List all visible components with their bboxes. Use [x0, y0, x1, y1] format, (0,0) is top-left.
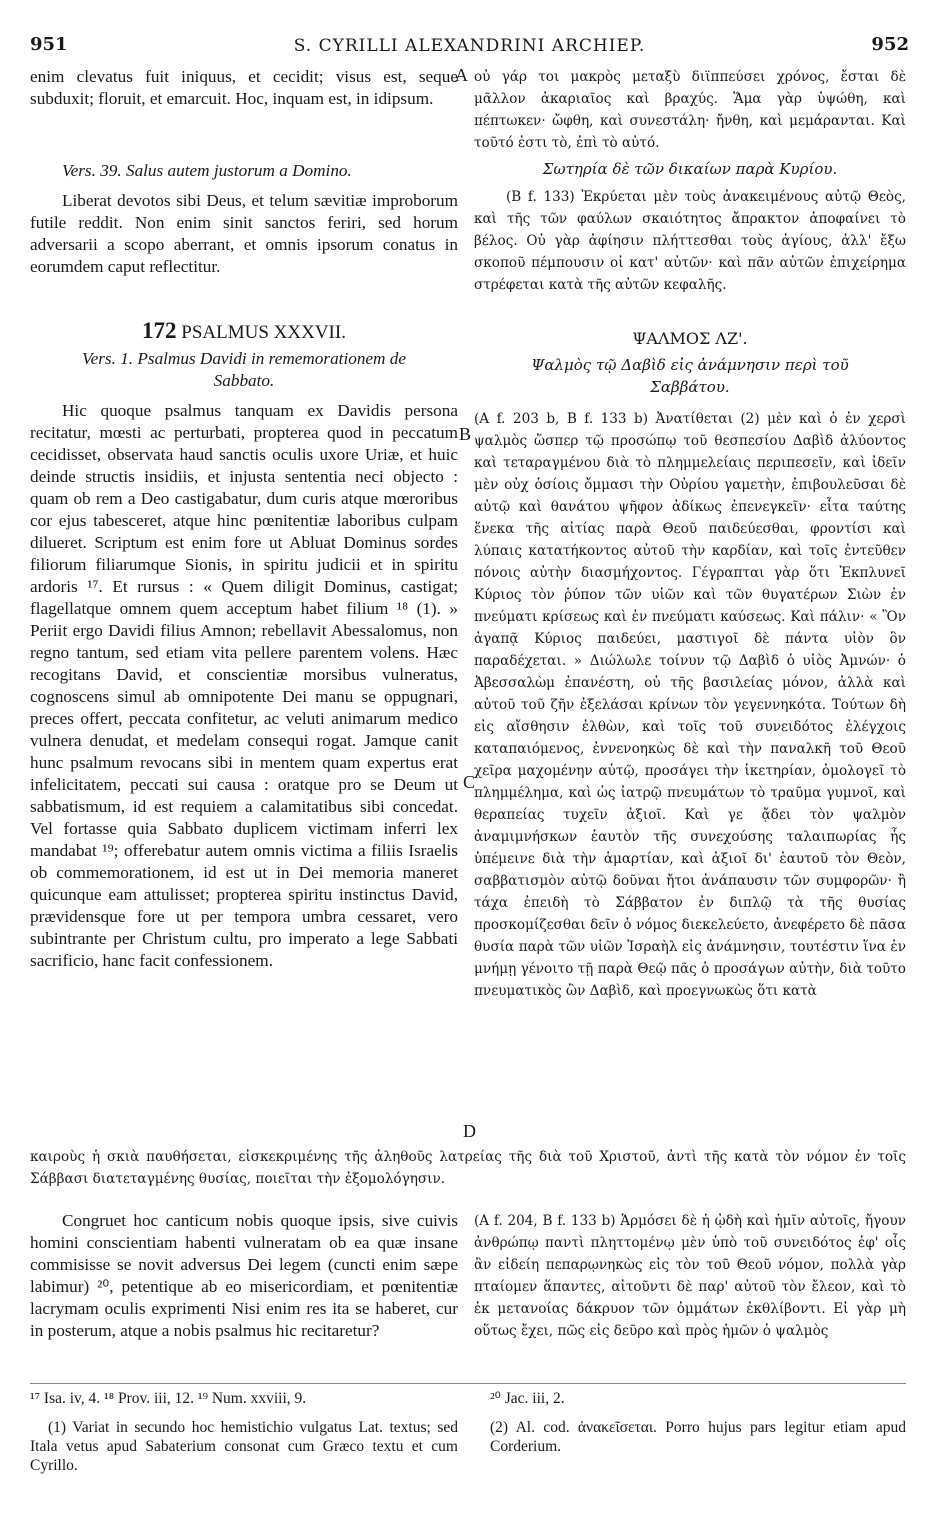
greek-paragraph-psalm-intro: (A f. 203 b, B f. 133 b) Ἀνατίθεται (2) μὲν καὶ ὁ ἐν χερσὶ ψαλμὸς ὥσπερ τῷ προσώπῳ τοῦ θεσπεσίου Δαβὶδ ἀλύοντος καὶ τεταραγμένου διὰ τὸ πλημμελείαις περιπεσεῖν, καὶ ἰδεῖν μὲν οὐχ ὁσίοις ὄμμασι τὴν Οὐρίου γαμετὴν, ἐπιβουλεῦσαι δὲ αὐτῷ καὶ θανάτου ψῆφον ἀδίκως ἐπενεγκεῖν· εἶτα ταύτης ἕνεκα τῆς αἰτίας παρὰ Θεοῦ παιδεύεσθαι, φροντίσι καὶ λύπαις κατατήκοντος αὐτοῦ τὴν καρδίαν, καὶ τοῖς ἐντεῦθεν πόνοις αὐτὴν διασμήχοντος. Γέγραπται γὰρ ὅτι Ἐκπλυνεῖ Κύριος τὸν ῥύπον τῶν υἱῶν καὶ τῶν θυγατέρων Σιὼν ἐν πνεύματι κρίσεως καὶ ἐν πνεύματι καύσεως. Καὶ πάλιν· « Ὃν ἀγαπᾷ Κύριος παιδεύει, μαστιγοῖ δὲ πάντα υἱὸν ὃν παραδέχεται. » Διώλωλε τοίνυν τῷ Δαβὶδ ὁ υἱὸς Ἀμνών· ὁ Ἀβεσσαλὼμ ἐπανέστη, οὐ τῆς βασιλείας μόνον, ἀλλὰ καὶ αὐτοῦ τοῦ ζῆν ἐξελάσαι κρίνων τὸν γεγεννηκότα. Τούτων δὴ εἰς αἴσθησιν ἐλθὼν, καὶ τοῖς τοῦ συνειδότος ἐλέγχοις καταπαιόμενος, ἐννενοηκὼς δὲ καὶ τὴν παναλκῆ τοῦ Θεοῦ χεῖρα μαχομένην αὐτῷ, προσάγει τὴν ἱκετηρίαν, ὁμολογεῖ τὸ πλημμέλημα, καὶ ὡς ἰατρῷ πνευμάτων τὸ τραῦμα γυμνοῖ, καὶ θεραπείας τυχεῖν ἀξιοῖ. Καὶ γε ᾄδει τὸν ψαλμὸν ἀναμιμνήσκων ἑαυτὸν τῆς συνεχούσης ταλαιπωρίας ἧς ὑπέμεινε διὰ τὴν ἁμαρτίαν, καὶ ἀξιοῖ δι' ἑαυτοῦ τὸν Θεὸν, σαββατισμὸν αὐτῷ δοῦναι ἤτοι ἀνάπαυσιν τῶν συμφορῶν· ἢ τάχα ἐπειδὴ τὸ Σάββατον ἐν διπλῷ τὰ τῆς θυσίας προσκομίζεσθαι δεῖν ὁ νόμος διεκελεύετο, ἀνεφέρετο δὲ πᾶσα θυσία παρὰ τῶν υἱῶν Ἰσραὴλ εἰς ἀνάμνησιν, τουτέστιν ἵνα ἐν μνήμῃ γένοιτο τῇ παρὰ Θεῷ πᾶς ὁ προσάγων αὐτὴν, διὰ τοῦτο πνευματικὸς ὢν Δαβὶδ, καὶ προεγνωκὼς ὅτι κατὰ: [474, 411, 906, 999]
greek-column-lower: [474, 1210, 906, 1370]
latin-paragraph-congruet: Congruet hoc canticum nobis quoque ipsis, sive cuivis homini conscientiam habenti vulneratam ob ea quæ insane commisisse se novit adversus Dei legem (cuncti enim sæpe labimur) ²⁰, petentique ab eo misericordiam, et pœnitentiæ lacrymam oculis exprimenti Nisi enim res ita se haberet, cur in posterum, atque a nobis psalmus hic recitaretur?: [30, 1211, 458, 1340]
scripture-references: ¹⁷ Isa. iv, 4. ¹⁸ Prov. iii, 12. ¹⁹ Num. xxviii, 9.: [30, 1390, 307, 1407]
greek-paragraph-verse-39: (B f. 133) Ἐκρύεται μὲν τοὺς ἀνακειμένους αὐτῷ Θεὸς, καὶ τῆς τῶν φαύλων σκαιότητος ἄπρακτον ἀποφαίνει τὸ βέλος. Οὐ γὰρ ἀφίησιν πλήττεσθαι τοὺς ἁγίους, ἀλλ' ἔξω σκοποῦ πέμπουσιν οἱ κατ' αὐτῶν· καὶ πᾶν αὐτῶν ἐπιχείρημα στρέφεται κατὰ τῆς αὐτῶν κεφαλῆς.: [474, 189, 906, 293]
greek-psalm-title: ΨΑΛΜΟΣ ΛΖ'.: [632, 329, 748, 348]
latin-column: [30, 66, 458, 1126]
latin-column-lower: [30, 1210, 458, 1370]
greek-paragraph-opening: οὐ γάρ τοι μακρὸς μεταξὺ διϊππεύσει χρόνος, ἔσται δὲ μᾶλλον ἀκαριαῖος καὶ βραχύς. Ἅμα γὰρ ὑψώθη, καὶ πέπτωκεν· ὤφθη, καὶ συνεστάλη· ἤνθη, καὶ μεμάρανται. Καὶ τοῦτό ἐστι τὸ, ἐπὶ τὸ αὐτό.: [474, 69, 906, 151]
latin-verse-39: Vers. 39. Salus autem justorum a Domino.: [62, 161, 352, 180]
footnotes-right: [490, 1389, 906, 1456]
latin-psalm-title: PSALMUS XXXVII.: [181, 322, 346, 343]
greek-continuation: [30, 1146, 906, 1190]
footnote-2: (2) Al. cod. ἀνακεῖσεται. Porro hujus pars legitur etiam apud Corderium.: [490, 1419, 906, 1455]
page-number-left: 951: [30, 34, 68, 55]
greek-verse-1: Ψαλμὸς τῷ Δαβὶδ εἰς ἀνάμνησιν περὶ τοῦ Σαββάτου.: [531, 356, 849, 396]
latin-verse-1: Vers. 1. Psalmus Davidi in rememorationem de Sabbato.: [82, 349, 406, 390]
page-header: [30, 34, 909, 60]
footnotes-left: [30, 1389, 458, 1475]
latin-paragraph-opening: enim clevatus fuit iniquus, et cecidit; visus est, seque subduxit; floruit, et emarcuit. Hoc, inquam est, in idipsum.: [30, 67, 458, 108]
margin-letter-c: C: [463, 772, 476, 792]
greek-column: [474, 66, 906, 1134]
margin-letter-b: B: [459, 424, 472, 444]
footnote-1: (1) Variat in secundo hoc hemistichio vulgatus Lat. textus; sed Itala vetus apud Sabaterium consonat cum Græco textu et cum Cyrillo.: [30, 1419, 458, 1474]
running-title: S. CYRILLI ALEXANDRINI ARCHIEP.: [293, 36, 646, 56]
page-number-right: 952: [871, 34, 909, 55]
latin-paragraph-verse-39: Liberat devotos sibi Deus, et telum sævitiæ improborum futile reddit. Non enim sinit sanctos feriri, sed horum adversarii a scopo aberrant, et omnis ipsorum conatus in eorumdem caput reflectitur.: [30, 191, 458, 276]
greek-paragraph-continuation: καιροὺς ἡ σκιὰ παυθήσεται, εἰσκεκριμένης τῆς ἀληθοῦς λατρείας τῆς διὰ τοῦ Χριστοῦ, ἀντὶ τῆς κατὰ τὸν νόμον ἐν τοῖς Σάββασι διατεταγμένης θυσίας, ποιεῖται τὴν ἐξομολόγησιν.: [30, 1149, 906, 1187]
greek-paragraph-harmosei: (A f. 204, B f. 133 b) Ἁρμόσει δὲ ἡ ᾠδὴ καὶ ἡμῖν αὐτοῖς, ἤγουν ἀνθρώπῳ παντὶ πληττομένῳ μὲν ὑπὸ τοῦ συνειδότος ἐφ' οἷς ἂν εἰδείη πεπαρῳνηκὼς εἰς τὸν τοῦ Θεοῦ νόμον, πολλὰ γὰρ πταίομεν ἅπαντες, αἰτοῦντι δὲ παρ' αὐτοῦ τὸν ἔλεον, καὶ τὸ ἐκ μετανοίας δάκρυον τῶν ὀμμάτων ἐκθλίβοντι. Εἰ γὰρ μὴ οὕτως ἔχει, πῶς εἰς δεῦρο καὶ πρὸς ἡμῶν ὁ ψαλμὸς: [474, 1213, 906, 1339]
greek-verse-39: Σωτηρία δὲ τῶν δικαίων παρὰ Κυρίου.: [542, 160, 838, 178]
latin-psalm-column-number: 172: [142, 318, 177, 343]
scripture-reference-jac: ²⁰ Jac. iii, 2.: [490, 1390, 565, 1407]
margin-letter-d: D: [463, 1121, 476, 1141]
footnote-rule: [30, 1383, 906, 1384]
latin-paragraph-psalm-intro: Hic quoque psalmus tanquam ex Davidis persona recitatur, mœsti ac perturbati, propterea quod in peccatum cecidisset, observata haud sanctis oculis uxore Uriæ, et huic deinde structis insidiis, et injusta sententia neci objecto : quam ob rem a Deo castigabatur, dum curis atque mœroribus cor ejus tabesceret, atque hinc pœnitentiæ laboribus culpam dilueret. Scriptum est enim fore ut Abluat Dominus sordes filiorum filiarumque Sionis, in spiritu judicii et in spiritu ardoris ¹⁷. Et rursus : « Quem diligit Dominus, castigat; flagellatque omnem quem acceptum habet filium ¹⁸ (1). » Periit ergo Davidi filius Amnon; rebellavit Abessalomus, non regno tantum, sed etiam vita pellere parentem volens. Hæc recogitans David, et conscientiæ morsibus vulneratus, cognoscens simul ab omnipotente Dei manu se oppugnari, preces offert, peccata confitetur, ac veluti animarum medico vulnera denudat, et medelam consequi rogat. Jamque canit hunc psalmum revocans sibi in mentem quam expertus erat infelicitatem, peccati sui causa : oratque pro se Deum ut sabbatismum, id est requiem a calamitatibus sibi concedat. Vel fortasse quia Sabbato duplicem victimam inferri lex mandabat ¹⁹; offerebatur autem omnis victima a filiis Israelis ob commemorationem, id est ut in Dei memoria maneret quicunque eam attulisset; propterea spiritu instinctus David, prævidensque fore ut per tempora umbra cessaret, vero subintrante per Christum cultu, pro imperato a lege Sabbati sacrificio, hanc facit confessionem.: [30, 401, 458, 970]
margin-letter-a: A: [455, 65, 468, 85]
latin-psalm-heading: [30, 320, 458, 344]
